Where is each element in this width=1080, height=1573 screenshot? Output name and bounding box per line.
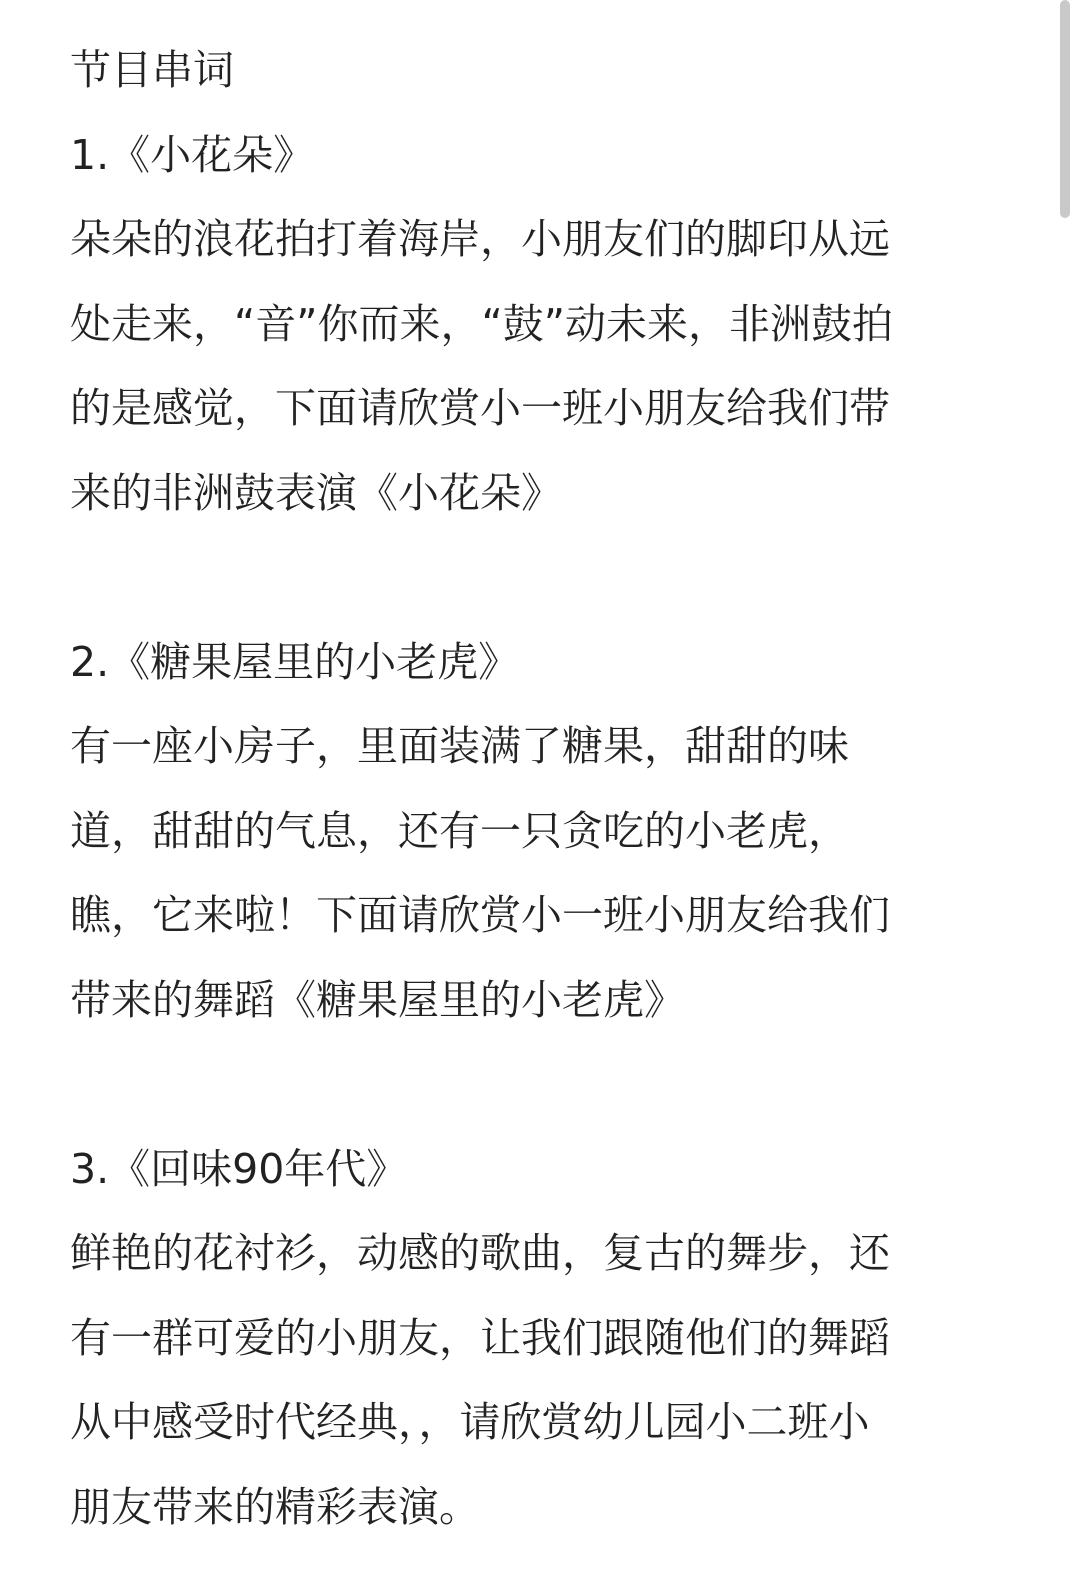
program-item-1 <box>70 113 1020 536</box>
program-item-heading: 3.《回味90年代》 <box>70 1144 408 1193</box>
intro-line: 朵朵的浪花拍打着海岸，小朋友们的脚印从远 <box>70 215 890 263</box>
program-item-3 <box>70 1127 1020 1550</box>
intro-line: 来的非洲鼓表演《小花朵》 <box>70 468 562 517</box>
intro-line: 瞧，它来啦！下面请欣赏小一班小朋友给我们 <box>70 891 890 939</box>
intro-line: 从中感受时代经典，，请欣赏幼儿园小二班小 <box>70 1398 870 1446</box>
intro-line: 道，甜甜的气息，还有一只贪吃的小老虎， <box>70 806 849 855</box>
document-page <box>70 0 1020 1549</box>
intro-line: 有一群可爱的小朋友，让我们跟随他们的舞蹈 <box>70 1313 890 1362</box>
program-item-intro <box>70 197 1020 535</box>
intro-line: 有一座小房子，里面装满了糖果，甜甜的味 <box>70 722 849 770</box>
program-item-heading: 1.《小花朵》 <box>70 130 315 179</box>
intro-line: 鲜艳的花衬衫，动感的歌曲，复古的舞步，还 <box>70 1229 890 1277</box>
document-title: 节目串词 <box>70 46 234 94</box>
program-item-2 <box>70 620 1020 1043</box>
scrollbar-thumb[interactable] <box>1060 0 1070 218</box>
program-item-heading: 2.《糖果屋里的小老虎》 <box>70 637 520 686</box>
program-item-intro <box>70 1211 1020 1549</box>
vertical-scrollbar[interactable] <box>1060 0 1070 1573</box>
intro-line: 处走来，“音”你而来，“鼓”动未来，非洲鼓拍 <box>70 299 893 348</box>
intro-line: 朋友带来的精彩表演。 <box>70 1482 480 1531</box>
intro-line: 的是感觉，下面请欣赏小一班小朋友给我们带 <box>70 384 890 432</box>
intro-line: 带来的舞蹈《糖果屋里的小老虎》 <box>70 975 685 1024</box>
program-item-intro <box>70 704 1020 1042</box>
